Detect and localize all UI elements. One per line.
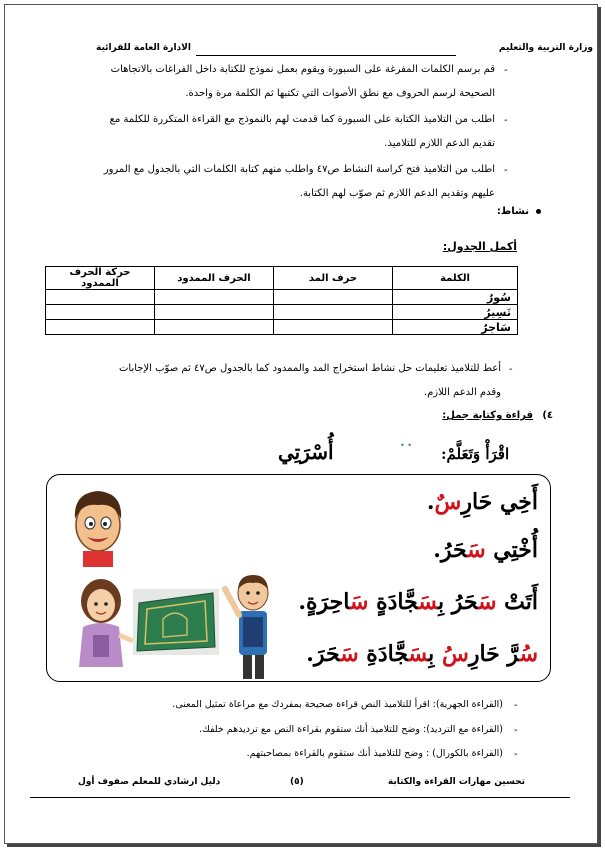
bullet-dash: - (509, 364, 513, 375)
highlighted-letter: سَ (408, 641, 429, 667)
reading-step-text: وضح للتلاميذ أنك ستقوم بالقراءة بمصاحبتهم. (246, 748, 423, 759)
table-cell-empty[interactable] (155, 320, 274, 335)
table-cell-word: سُورٌ (393, 290, 518, 305)
sentence-2 (433, 537, 538, 563)
boy-waving-illustration (219, 571, 283, 681)
highlighted-letter: سُ (519, 641, 538, 667)
bullet-dash: - (514, 700, 518, 711)
sentence-3 (298, 589, 538, 615)
table-cell-empty[interactable] (46, 305, 155, 320)
instruction-2 (25, 108, 495, 156)
table-row (46, 320, 518, 335)
bullet-dash: - (504, 165, 508, 176)
table-cell-word: تَسِيرُ (393, 305, 518, 320)
prayer-carpet-image (133, 589, 219, 655)
girl-illustration (65, 575, 137, 675)
instruction-2-line1: اطلب من التلاميذ الكتابة على السبورة كما قدمت لهم بالنموذج مع القراءة المتكررة للكلمة مع (109, 114, 495, 125)
table-header-row (46, 267, 518, 290)
bullet-dot (536, 209, 541, 214)
footer-page-number: (٥) (290, 777, 304, 787)
sentence-text: . (426, 489, 435, 515)
highlighted-letter: سَ (467, 537, 486, 563)
instruction-1 (25, 58, 495, 106)
after-table-line1: أعط للتلاميذ تعليمات حل نشاط استخراج المد والممدود كما بالجدول ص٤٧ ثم صوّب الإجابات (118, 363, 501, 374)
highlighted-letter: سَ (340, 641, 359, 667)
boy-illustration (63, 485, 133, 569)
instruction-3-line1: اطلب من التلاميذ فتح كراسة النشاط ص٤٧ واطلب منهم كتابة الكلمات التي بالجدول مع المرور (103, 164, 495, 175)
after-table-instruction (31, 357, 501, 405)
table-cell-empty[interactable] (274, 320, 393, 335)
section-title: قراءة وكتابة جمل: (442, 410, 533, 421)
sentence-text: أُخْتِي (485, 537, 538, 563)
after-table-line2: وقدم الدعم اللازم. (423, 387, 501, 398)
bullet-dash: - (504, 115, 508, 126)
bullet-dash: - (504, 65, 508, 76)
table-title: أكمل الجدول: (442, 240, 517, 253)
sentence-1 (427, 489, 538, 515)
instruction-3-line2: عليهم وتقديم الدعم اللازم ثم صوّب لهم الكتابة. (299, 188, 495, 199)
reading-box (46, 474, 551, 682)
reading-step-1 (172, 699, 503, 710)
highlighted-letter: سَ (418, 589, 438, 615)
table-row (46, 305, 518, 320)
sentence-text: بِ (428, 641, 442, 667)
footer-rule (30, 797, 570, 798)
col-header-word: الكلمة (393, 267, 518, 290)
reading-step-text: وضح للتلاميذ أنك ستقوم بقراءة النص مع ترديدهم خلفك. (198, 724, 420, 735)
table-cell-empty[interactable] (155, 305, 274, 320)
footer-left: دليل ارشادي للمعلم صفوف أول (78, 777, 221, 787)
highlighted-letter: سُ (441, 641, 469, 667)
table-cell-empty[interactable] (155, 290, 274, 305)
col-header-madd: حرف المد (274, 267, 393, 290)
reading-step-tag: (القراءة مع الترديد): (423, 724, 503, 735)
instruction-1-line1: قم برسم الكلمات المفرغة على السبورة ويقوم بعمل نموذج للكتابة داخل الفراغات بالاتجاهات (110, 64, 495, 75)
footer-right: تحسين مهارات القراءة والكتابة (387, 777, 525, 787)
sentence-4 (306, 641, 538, 667)
activity-label: نشاط: (496, 206, 529, 217)
reading-step-tag: (القراءة بالكورال) : (425, 748, 503, 759)
reading-step-2 (199, 724, 503, 735)
bullet-dash: - (514, 749, 518, 760)
table-cell-empty[interactable] (274, 290, 393, 305)
activity-table (45, 266, 518, 335)
highlighted-letter: سَ (478, 589, 497, 615)
col-header-mamdud: الحرف الممدود (155, 267, 274, 290)
read-learn-heading: أُسْرَتِي (278, 440, 334, 464)
header-ministry: وزارة التربية والتعليم (498, 43, 593, 53)
header-directorate: الادارة العامة للقرائية (96, 43, 191, 53)
sentence-text: حَرُ بِ (437, 589, 479, 615)
reading-step-tag: (القراءة الجهرية): (432, 699, 503, 710)
sentence-text: احِرَةٍ. (298, 589, 350, 615)
reading-step-3 (247, 748, 503, 759)
sentence-text: حَرُ. (433, 537, 468, 563)
table-cell-empty[interactable] (274, 305, 393, 320)
sentence-text: أَتَتْ (496, 589, 538, 615)
highlighted-letter: سٌ (434, 489, 462, 515)
instruction-1-line2: الصحيحة لرسم الحروف مع نطق الأصوات التي تكتبها ثم الكلمة مرة واحدة. (185, 88, 495, 99)
instruction-2-line2: تقديم الدعم اللازم للتلاميذ. (384, 138, 495, 149)
highlighted-letter: سَ (349, 589, 369, 615)
table-cell-empty[interactable] (46, 290, 155, 305)
bullet-dash: - (514, 725, 518, 736)
reading-step-text: اقرأ للتلاميذ النص قراءة صحيحة بمفردك مع مراعاة تمثيل المعنى. (172, 699, 430, 710)
table-row (46, 290, 518, 305)
sentence-text: جَّادَةٍ (368, 589, 419, 615)
header-rule (196, 55, 456, 56)
sentence-text: جَّادَةِ (358, 641, 409, 667)
sentence-text: أَخِي حَارِ (461, 489, 538, 515)
decoration-dots: • • (400, 441, 412, 450)
table-cell-empty[interactable] (46, 320, 155, 335)
sentence-text: رَّ حَارِ (468, 641, 520, 667)
col-header-haraka: حركة الحرف الممدود (46, 267, 155, 290)
table-cell-word: سَاجِرٌ (393, 320, 518, 335)
section-number: ٤) (542, 410, 553, 421)
instruction-3 (25, 158, 495, 206)
read-learn-label: اقْرَأْ وَتَعَلَّمْ: (441, 445, 510, 463)
sentence-text: حَرَ. (306, 641, 341, 667)
